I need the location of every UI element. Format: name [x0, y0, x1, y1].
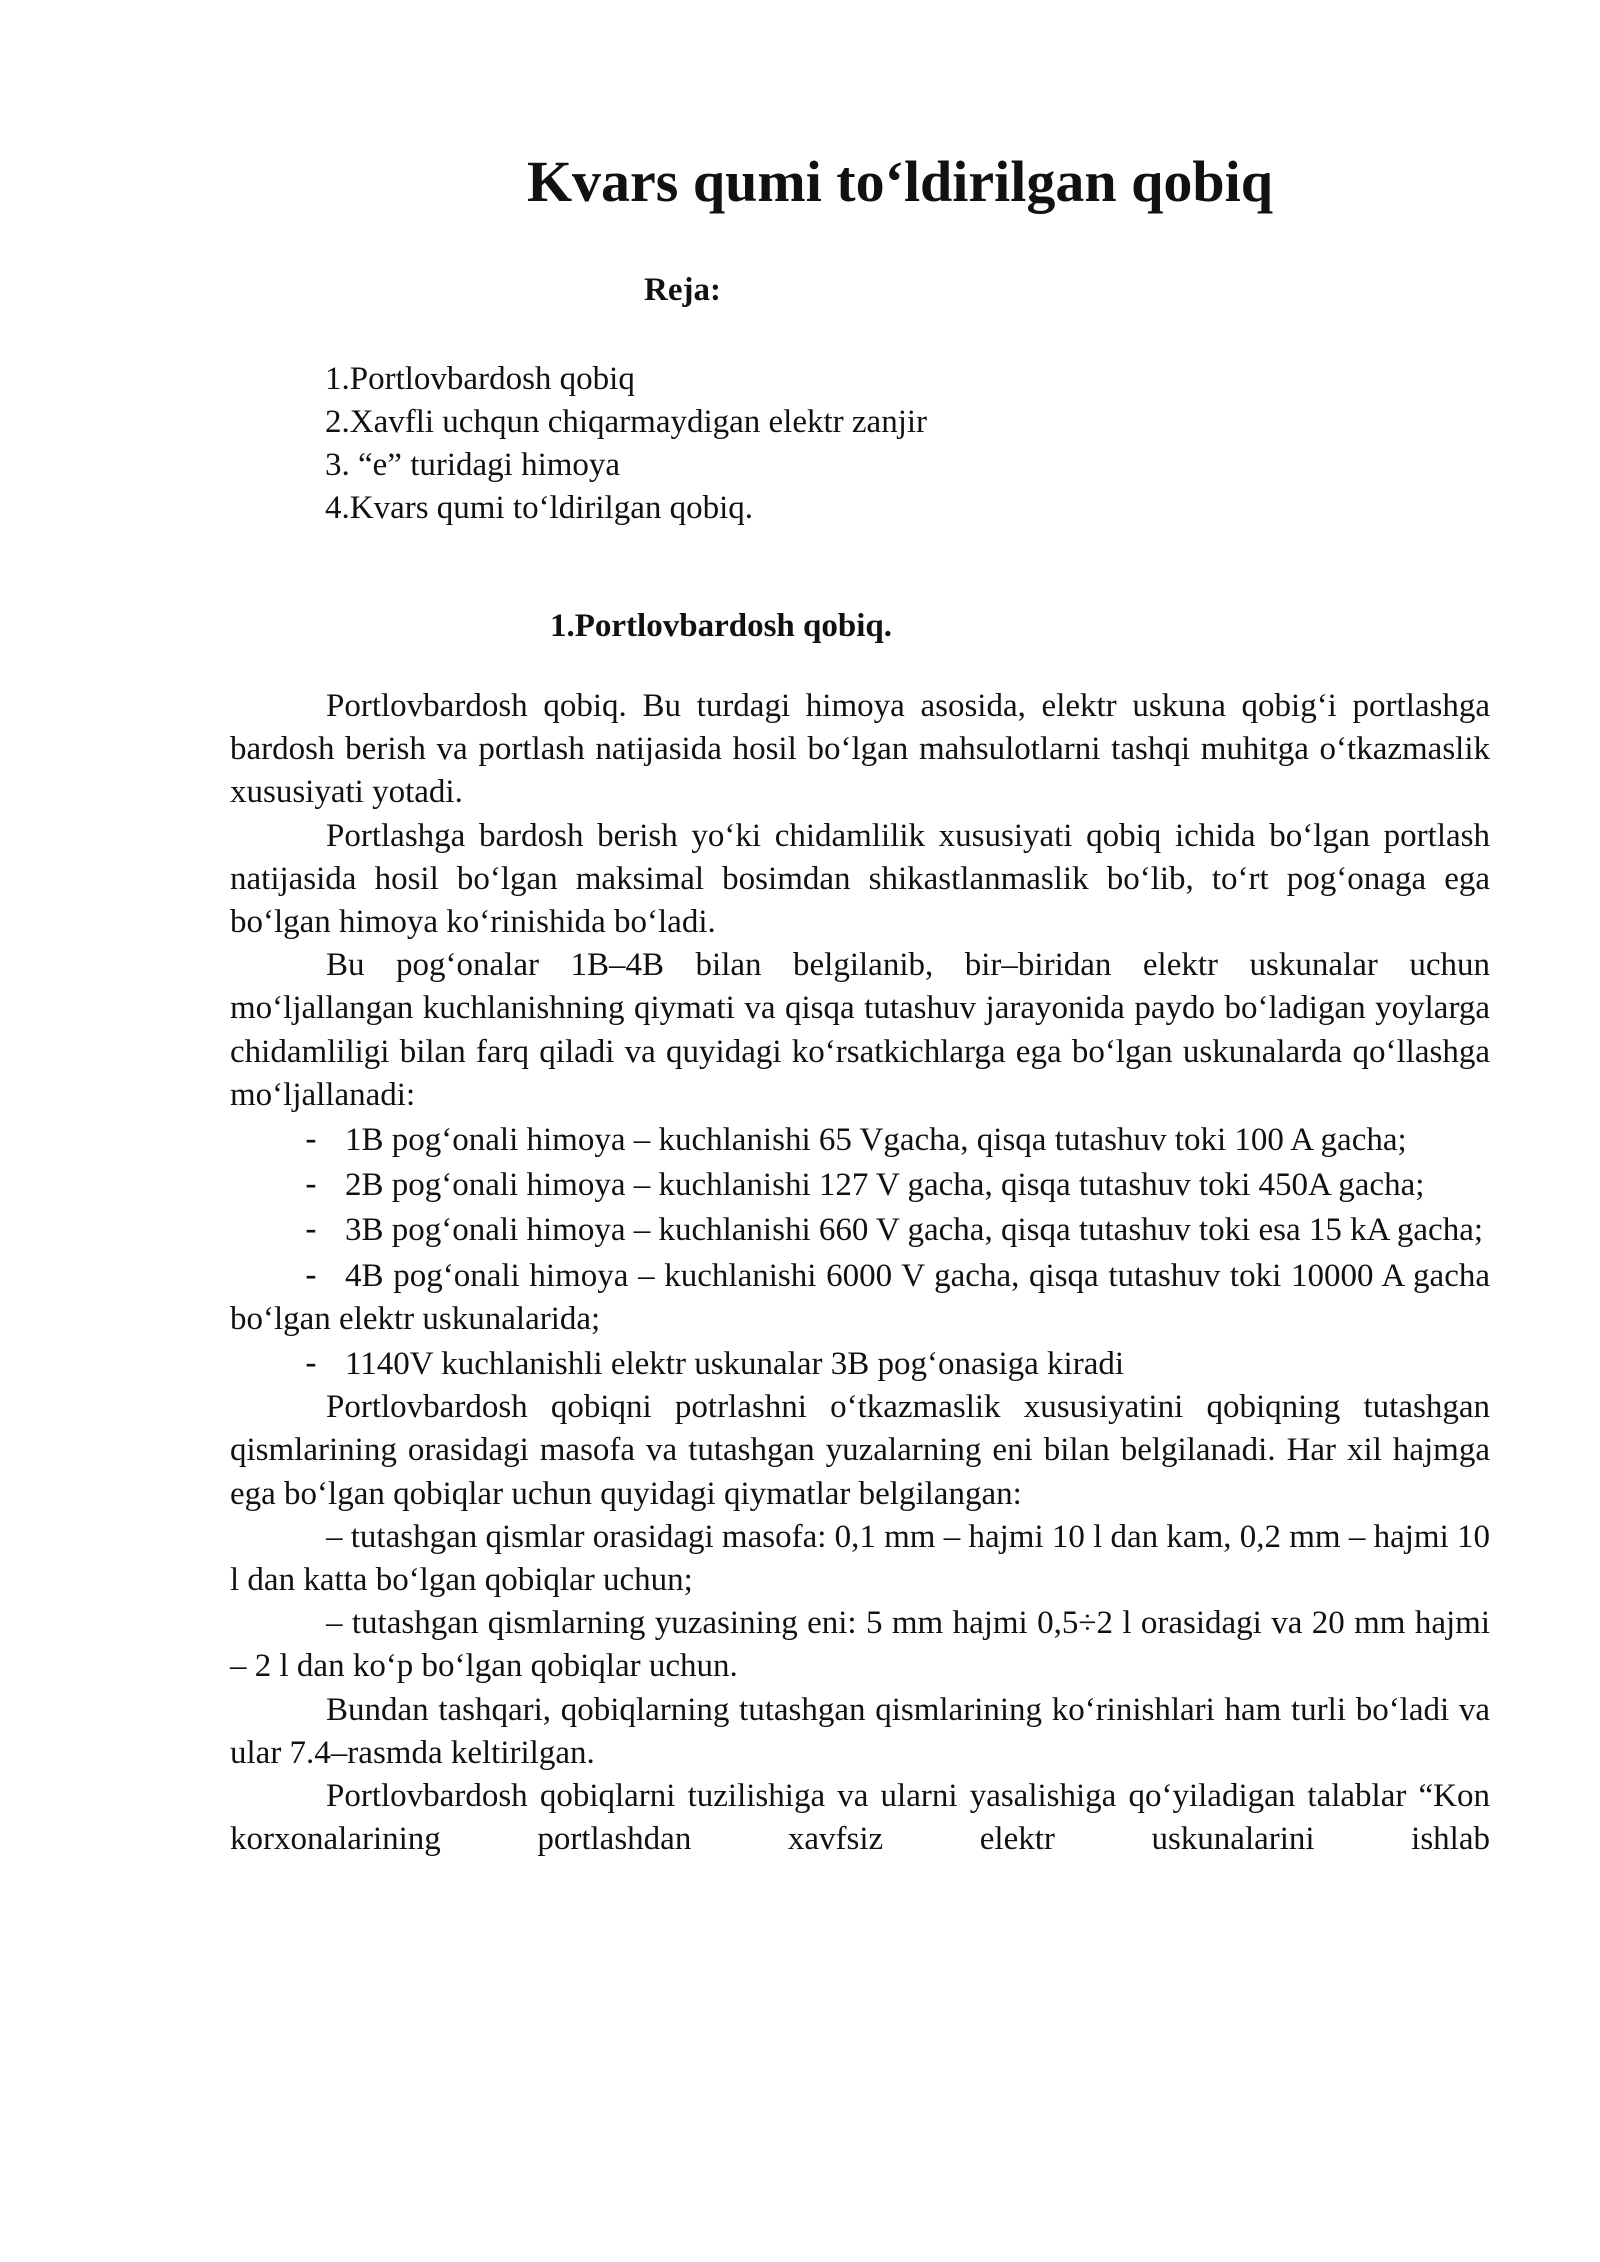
list-bullet: - — [305, 1119, 317, 1159]
paragraph: Portlovbardosh qobiqni potrlashni o‘tkazmaslik xususiyatini qobiqning tutashgan qismlarining orasidagi masofa va tutashgan yuzalarning eni bilan belgilanadi. Har xil hajmga ega bo‘lgan qobiqlar uchun quyidagi qiymatlar belgilangan: — [230, 1389, 1490, 1512]
list-item-text: 1B pog‘onali himoya – kuchlanishi 65 Vgacha, qisqa tutashuv toki 100 A gacha; — [345, 1122, 1407, 1159]
table-of-contents — [325, 358, 927, 530]
list-item-text: 2B pog‘onali himoya – kuchlanishi 127 V gacha, qisqa tutashuv toki 450A gacha; — [345, 1167, 1425, 1204]
paragraph: Portlovbardosh qobiqlarni tuzilishiga va ularni yasalishiga qo‘yiladigan talablar “Kon korxonalarining portlashdan xavfsiz elektr uskunalarini ishlab — [230, 1778, 1490, 1858]
list-item-text: 4B pog‘onali himoya – kuchlanishi 6000 V gacha, qisqa tutashuv toki 10000 A gacha bo‘lgan elektr uskunalarida; — [230, 1257, 1490, 1337]
list-item — [230, 1207, 1490, 1252]
toc-item: 2.Xavfli uchqun chiqarmaydigan elektr zanjir — [325, 404, 928, 440]
document-title: Kvars qumi to‘ldirilgan qobiq — [526, 149, 1274, 214]
toc-item: 1.Portlovbardosh qobiq — [325, 361, 635, 397]
list-item: – tutashgan qismlar orasidagi masofa: 0,1 mm – hajmi 10 l dan kam, 0,2 mm – hajmi 10 l dan katta bo‘lgan qobiqlar uchun; — [230, 1518, 1490, 1599]
list-bullet: - — [305, 1164, 317, 1204]
list-bullet: - — [305, 1254, 317, 1294]
list-item — [230, 1162, 1490, 1207]
list-item-text: 3B pog‘onali himoya – kuchlanishi 660 V gacha, qisqa tutashuv toki esa 15 kA gacha; — [345, 1212, 1484, 1249]
list-bullet: - — [305, 1209, 317, 1249]
paragraph — [230, 685, 1490, 815]
list-item: – tutashgan qismlarning yuzasining eni: 5 mm hajmi 0,5÷2 l orasidagi va 20 mm hajmi – 2 l dan ko‘p bo‘lgan qobiqlar uchun. — [230, 1605, 1490, 1685]
section-heading: 1.Portlovbardosh qobiq. — [550, 608, 892, 644]
plan-label: Reja: — [644, 272, 721, 308]
paragraph: Bundan tashqari, qobiqlarning tutashgan qismlarining ko‘rinishlari ham turli bo‘ladi va ular 7.4–rasmda keltirilgan. — [230, 1691, 1490, 1771]
list-item — [230, 1117, 1490, 1162]
paragraph: Portlashga bardosh berish yo‘ki chidamlilik xususiyati qobiq ichida bo‘lgan portlash natijasida hosil bo‘lgan maksimal bosimdan shikastlanmaslik bo‘lib, to‘rt pog‘onaga ega bo‘lgan himoya ko‘rinishida bo‘ladi. — [230, 817, 1490, 941]
list-bullet: - — [305, 1343, 317, 1383]
list-item — [230, 1341, 1490, 1386]
paragraph: Bu pog‘onalar 1B–4B bilan belgilanib, bir–biridan elektr uskunalar uchun mo‘ljallangan kuchlanishning qiymati va qisqa tutashuv jarayonida paydo bo‘ladigan yoylarga chidamliligi bilan farq qiladi va quyidagi ko‘rsatkichlarga ega bo‘lgan uskunalarda qo‘llashga mo‘ljallanadi: — [230, 947, 1490, 1113]
document-body — [230, 685, 1490, 1861]
list-item — [230, 1253, 1490, 1341]
toc-item: 4.Kvars qumi to‘ldirilgan qobiq. — [325, 490, 754, 526]
paragraph-text: Bu turdagi himoya asosida, elektr uskuna qobig‘i portlashga bardosh berish va portlash natijasida hosil bo‘lgan mahsulotlarni tashqi muhitga o‘tkazmaslik xususiyati yotadi. — [230, 688, 1491, 811]
toc-item: 3. “e” turidagi himoya — [325, 447, 621, 483]
list-item-text: 1140V kuchlanishli elektr uskunalar 3B pog‘onasiga kiradi — [345, 1346, 1125, 1383]
paragraph-lead: Portlovbardosh qobiq. — [326, 688, 627, 724]
